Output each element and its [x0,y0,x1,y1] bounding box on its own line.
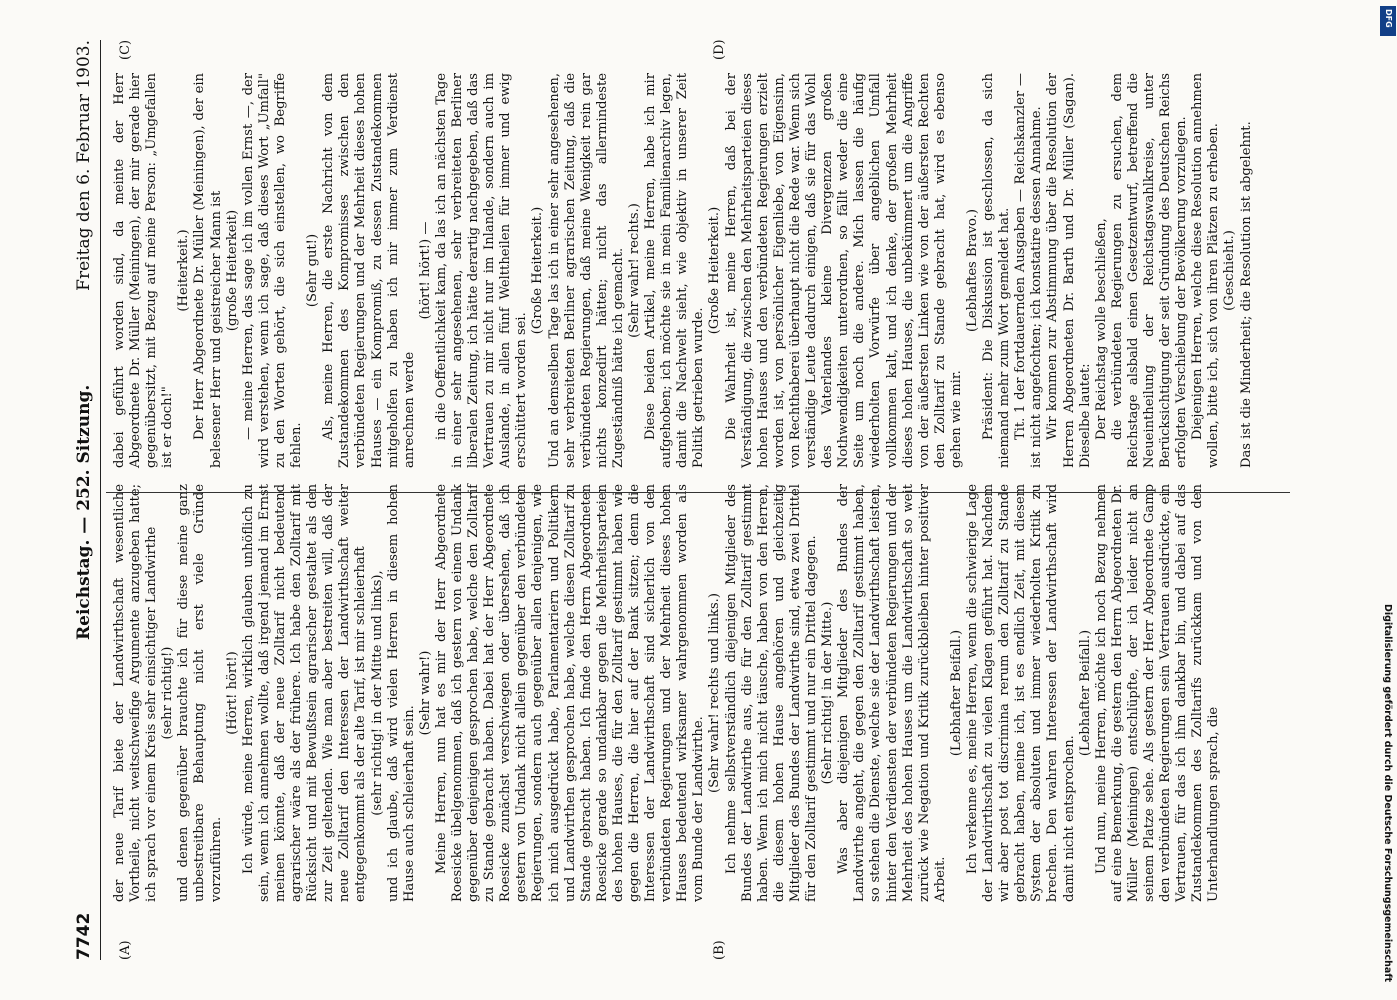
paragraph: der neue Tarif biete der Landwirthschaft wesentliche Vortheile, nicht weitschweifige Argumente anzugeben hatte; ich sprach vor einem Kreis sehr einsichtiger Landwirthe [112,484,160,902]
interjection: (Lebhafter Beifall.) [1077,629,1093,757]
right-column [112,73,1255,468]
president-statement: Präsident: Die Diskussion ist geschlossen, da sich niemand mehr zum Wort gemeldet hat. [981,73,1013,468]
session-title: Reichstag. — 252. Sitzung. [74,384,94,640]
marker-a: (A) [118,940,133,960]
interjection: (große Heiterkeit) [224,209,240,332]
interjection: (Große Heiterkeit.) [707,206,723,335]
paragraph: und ich glaube, daß wird vielen Herren in diesem hohen Hause auch schleierhaft sein. [385,484,417,902]
marker-b: (B) [712,940,727,960]
interjection: (Lebhaftes Bravo.) [964,209,980,332]
paragraph: Tit. 1 der fortdauernden Ausgaben — Reichskanzler — ist nicht angefochten; ich konstatire dessen Annahme. [1013,73,1045,468]
page-number: 7742 [74,912,94,960]
session-date: Freitag den 6. Februar 1903. [74,40,94,291]
interjection: (Sehr gut!) [305,233,321,308]
interjection: (Geschieht.) [1222,230,1238,311]
interjection: (hört! hört!) — [417,221,433,320]
interjection: (Sehr wahr! rechts.) [627,203,642,338]
paragraph: Als, meine Herren, die erste Nachricht von dem Zustandekommen des Kompromisses zwischen den verbündeten Regierungen und der Mehrheit dieses hohen Hauses — ein Kompromiß, zu dessen Zustandekommen mitgeholfen zu haben ich mir immer zum Verdienst anrechnen werde [321,73,417,468]
paragraph: Wir kommen zur Abstimmung über die Resolution der Herren Abgeordneten Dr. Barth und Dr. Müller (Sagan). Dieselbe lautet: [1045,73,1093,468]
digitization-stamp [1378,16,1396,982]
paragraph: Und nun, meine Herren, möchte ich noch Bezug nehmen auf eine Bemerkung, die gestern den Herrn Abgeordneten Dr. Müller (Meiningen) entschlüpfte, der ich leider nicht an seinem Platze sehe. Als gestern der Herr Abgeordnete Gamp den verbündeten Regierungen sein Vertrauen ausdrückte, ein Vertrauen, für das ich ihm dankbar bin, und dabei auf das Zustandekommen des Zolltarifs zurückkam und von den Unterhandlungen sprach, die [1093,484,1222,902]
column-divider [106,492,1290,493]
resolution-heading: Der Reichstag wolle beschließen, [1093,218,1109,440]
resolution-text: die verbündeten Regierungen zu ersuchen, dem Reichstage alsbald einen Gesetzentwurf, betreffend die Neueintheilung der Reichstagswahlkreise, unter Berücksichtigung der seit Gründung des Deutschen Reichs erfolgten Verschiebung der Bevölkerung vorzulegen. [1109,73,1190,468]
interjection: (Sehr wahr! rechts und links.) [707,593,723,793]
interjection: (Sehr wahr!) [417,650,433,736]
paragraph: Diese beiden Artikel, meine Herren, habe ich mir aufgehoben; ich möchte sie in mein Familienarchiv legen, damit die Nachwelt sieht, wie objektiv in unserer Zeit Politik getrieben wurde. [643,73,707,468]
left-column [112,484,1222,902]
paragraph: Ich nehme selbstverständlich diejenigen Mitglieder des Bundes der Landwirthe aus, die für den Zolltarif gestimmt haben. Wenn ich mich nicht täusche, haben von den Herren, die diesem hohen Hause angehören und gleichzeitig Mitglieder des Bundes der Landwirthe sind, etwa zwei Drittel für den Zolltarif gestimmt und nur ein Drittel dagegen. [723,484,820,902]
paragraph: Ich würde, meine Herren, wirklich glauben unhöflich zu sein, wenn ich annehmen wollte, daß irgend jemand im Ernst meinen könnte, daß der neue Zolltarif nicht bedeutend agrarischer wäre als der frühere. Ich habe den Zolltarif mit Rücksicht und mit Bewußtsein agrarischer gestaltet als den zur Zeit geltenden. Wie man aber bestreiten will, daß der neue Zolltarif den Interessen der Landwirthschaft weiter entgegenkommt als der alte Tarif, ist mir schleierhaft [240,484,369,902]
paragraph: — meine Herren, das sage ich im vollen Ernst —, der wird verstehen, wenn ich sage, daß dieses Wort „Umfall" zu den Worten gehört, die sich einstellen, wo Begriffe fehlen. [240,73,305,468]
paragraph: in die Oeffentlichkeit kam, da las ich an nächsten Tage in einer sehr angesehenen, sehr verbreiteten Berliner liberalen Zeitung, ich hätte derartig nachgegeben, daß das Vertrauen zu mir nicht nur im Inlande, sondern auch im Auslande, in allen fünf Welttheilen für immer und ewig erschüttert worden sei. [433,73,530,468]
marker-d: (D) [712,39,727,60]
interjection: (sehr richtig!) [160,646,176,740]
paragraph: Diejenigen Herren, welche diese Resolution annehmen wollen, bitte ich, sich von ihren Plätzen zu erheben. [1190,73,1222,468]
page-header [62,40,102,960]
digitization-stamp-text: Digitalisierung gefördert durch die Deutsche Forschungsgemeinschaft [1382,604,1393,982]
interjection: (Lebhafter Beifall.) [948,629,964,757]
interjection: (Hört! hört!) [224,651,240,735]
header-rule [100,40,101,960]
paragraph: Der Herr Abgeordnete Dr. Müller (Meiningen), der ein belesener Herr und geistreicher Mann ist [192,73,224,468]
paragraph: dabei geführt worden sind, da meinte der Herr Abgeordnete Dr. Müller (Meiningen), der mir gerade hier gegenübersitzt, mit Bezug auf meine Person: „Umgefallen ist er doch!" [112,73,176,468]
interjection: (Heiterkeit.) [176,229,192,312]
interjection: (Sehr richtig! in der Mitte.) [820,601,836,785]
paragraph: Das ist die Minderheit; die Resolution ist abgelehnt. [1238,121,1254,468]
paragraph: Meine Herren, nun hat es mir der Herr Abgeordnete Roesicke übelgenommen, daß ich gestern von einem Undank gegenüber denjenigen gesprochen habe, welche den Zolltarif zu Stande gebracht haben. Dabei hat der Herr Abgeordnete Roesicke zunächst verschwiegen oder übersehen, daß ich gestern von Undank nicht allein gegenüber den verbündeten Regierungen, sondern auch gegenüber allen denjenigen, wie ich mich ausgedrückt habe, Parlamentariern und Politikern und Landwirthen gesprochen habe, welche diesen Zolltarif zu Stande gebracht haben. Ich finde den Herrn Abgeordneten Roesicke gerade so undankbar gegen die Mehrheitsparteien des hohen Hauses, die für den Zolltarif gestimmt haben wie gegen die Herren, die hier auf der Bank sitzen; denn die Interessen der Landwirthschaft sind sicherlich von den verbündeten Regierungen und der Mehrheit dieses hohen Hauses bedeutend wirksamer wahrgenommen worden als vom Bunde der Landwirthe. [433,484,707,902]
marker-c: (C) [118,39,133,60]
paragraph: Die Wahrheit ist, meine Herren, daß bei der Verständigung, die zwischen den Mehrheitsparteien dieses hohen Hauses und den verbündeten Regierungen erzielt worden ist, von persönlicher Eigenliebe, von Eigensinn, von Rechthaberei überhaupt nicht die Rede war. Wenn sich verständige Leute dadurch einigen, daß sie für das Wohl des Vaterlandes kleine Divergenzen großen Nothwendigkeiten unterordnen, so fällt weder die eine Seite um noch die andere. Mich lassen die häufig wiederholten Vorwürfe über angeblichen Umfall vollkommen kalt, und ich denke, der großen Mehrheit dieses hohen Hauses, die unbekümmert um die Angriffe von der äußersten Linken wie von der äußersten Rechten den Zolltarif zu Stande gebracht hat, wird es ebenso gehen wie mir. [723,73,964,468]
interjection: (Große Heiterkeit.) [530,206,546,335]
paragraph: Und an demselben Tage las ich in einer sehr angesehenen, sehr verbreiteten Berliner agrarischen Zeitung, daß die verbündeten Regierungen, daß meine Wenigkeit rein gar nichts konzedirt hätten; nicht das allermindeste Zugeständniß hätte ich gemacht. [546,73,626,468]
paragraph: und denen gegenüber brauchte ich für diese meine ganz unbestreitbare Behauptung nicht erst viele Gründe vorzuführen. [176,484,224,902]
paragraph: Was aber diejenigen Mitglieder des Bundes der Landwirthe angeht, die gegen den Zolltarif gestimmt haben, so stehen die Dienste, welche sie der Landwirthschaft leisten, hinter den Verdiensten der verbündeten Regierungen und der Mehrheit des hohen Hauses um die Landwirthschaft so weit zurück wie Negation und Kritik zurückbleiben hinter positiver Arbeit. [836,484,948,902]
paragraph: Ich verkenne es, meine Herren, wenn die schwierige Lage der Landwirthschaft zu vielen Klagen geführt hat. Nachdem wir aber post tot discrimina rerum den Zolltarif zu Stande gebracht haben, meine ich, ist es endlich Zeit, mit diesem System der absoluten und immer wiederholten Kritik zu brechen. Den wahren Interessen der Landwirthschaft wird damit nicht entsprochen. [964,484,1077,902]
interjection: (sehr richtig! in der Mitte und links), [369,570,385,816]
dfg-logo: DFG [1380,6,1396,36]
